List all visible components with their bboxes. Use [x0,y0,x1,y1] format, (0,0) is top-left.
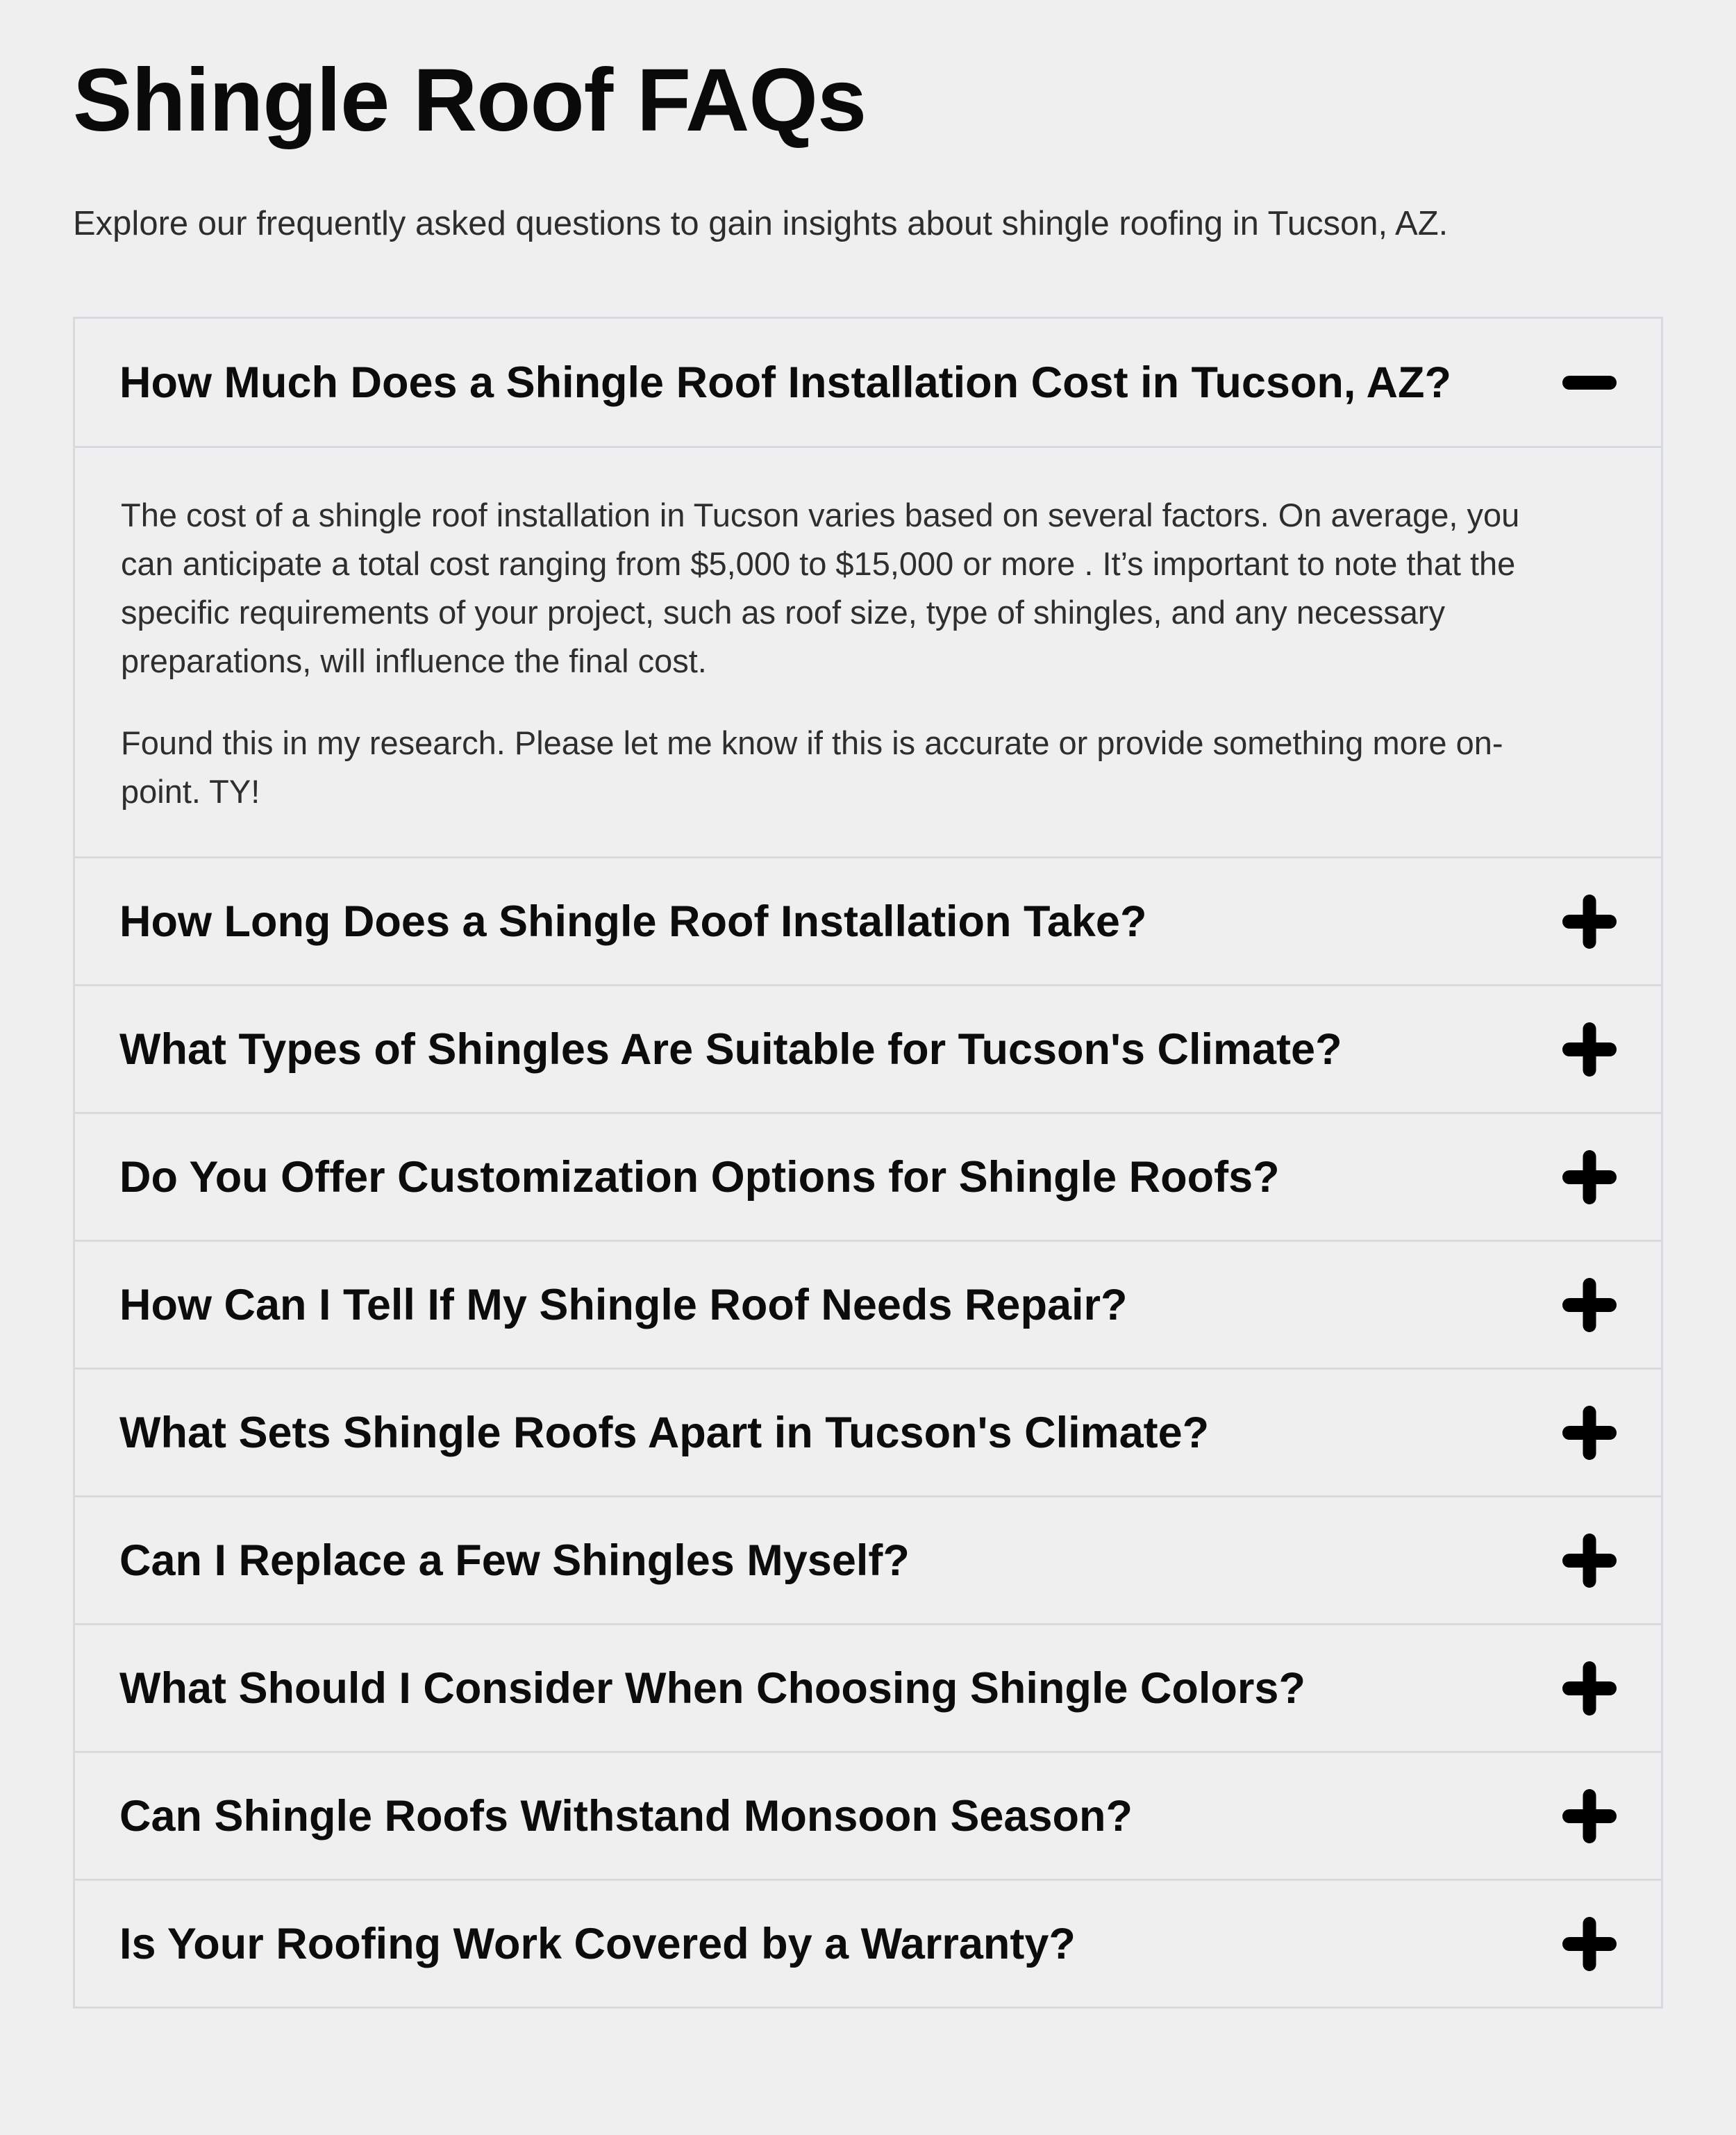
faq-item [75,984,1661,1112]
faq-header-roofs-apart[interactable] [75,1370,1661,1495]
plus-bar-vertical [1583,1406,1596,1460]
faq-header-monsoon-season[interactable] [75,1753,1661,1879]
faq-item [75,319,1661,856]
faq-question: Can Shingle Roofs Withstand Monsoon Season? [119,1791,1133,1841]
faq-question: What Sets Shingle Roofs Apart in Tucson's Climate? [119,1408,1210,1457]
faq-accordion [73,317,1663,2009]
faq-question: Do You Offer Customization Options for Shingle Roofs? [119,1152,1280,1202]
faq-item [75,1495,1661,1623]
minus-icon[interactable] [1562,356,1617,410]
faq-header-needs-repair[interactable] [75,1242,1661,1368]
faq-item [75,1751,1661,1879]
plus-bar-vertical [1583,1278,1596,1332]
faq-answer-paragraph: Found this in my research. Please let me know if this is accurate or provide something more on-point. TY! [121,724,1503,810]
plus-icon[interactable] [1562,1406,1617,1460]
faq-question: How Long Does a Shingle Roof Installation Take? [119,897,1147,946]
page-subtitle: Explore our frequently asked questions to gain insights about shingle roofing in Tucson, AZ. [73,205,1449,242]
faq-question: How Can I Tell If My Shingle Roof Needs Repair? [119,1280,1128,1329]
plus-icon[interactable] [1562,1917,1617,1971]
faq-question: What Should I Consider When Choosing Shingle Colors? [119,1663,1305,1713]
faq-header-installation-cost[interactable] [75,319,1661,448]
faq-question: Can I Replace a Few Shingles Myself? [119,1536,910,1585]
plus-bar-vertical [1583,1789,1596,1843]
plus-icon[interactable] [1562,1661,1617,1716]
plus-icon[interactable] [1562,1150,1617,1204]
plus-bar-vertical [1583,1661,1596,1716]
faq-header-installation-time[interactable] [75,858,1661,984]
faq-header-replace-myself[interactable] [75,1497,1661,1623]
plus-icon[interactable] [1562,895,1617,949]
faq-item [75,1240,1661,1368]
plus-icon[interactable] [1562,1022,1617,1077]
plus-bar-vertical [1583,1022,1596,1077]
plus-bar-vertical [1583,1917,1596,1971]
plus-bar-vertical [1583,1150,1596,1204]
faq-item [75,1368,1661,1495]
page-title: Shingle Roof FAQs [73,51,867,150]
faq-item [75,1112,1661,1240]
faq-question: How Much Does a Shingle Roof Installation Cost in Tucson, AZ? [119,358,1452,407]
plus-bar-vertical [1583,1534,1596,1588]
faq-header-shingle-types[interactable] [75,986,1661,1112]
plus-bar-vertical [1583,895,1596,949]
faq-answer-panel [75,448,1661,856]
faq-header-warranty[interactable] [75,1881,1661,2007]
faq-question: Is Your Roofing Work Covered by a Warranty? [119,1919,1076,1968]
plus-icon[interactable] [1562,1789,1617,1843]
faq-item [75,1623,1661,1751]
plus-icon[interactable] [1562,1534,1617,1588]
faq-question: What Types of Shingles Are Suitable for Tucson's Climate? [119,1024,1342,1074]
plus-icon[interactable] [1562,1278,1617,1332]
faq-item [75,1879,1661,2007]
faq-header-customization[interactable] [75,1114,1661,1240]
faq-item [75,856,1661,984]
faq-header-shingle-colors[interactable] [75,1625,1661,1751]
minus-bar [1562,376,1617,390]
faq-section [0,49,1736,2009]
faq-answer-paragraph: The cost of a shingle roof installation in Tucson varies based on several factors. On average, you can anticipate a total cost ranging from $5,000 to $15,000 or more . It’s important to note that the specific requirements of your project, such as roof size, type of shingles, and any necessary preparations, will influence the final cost. [121,497,1520,679]
